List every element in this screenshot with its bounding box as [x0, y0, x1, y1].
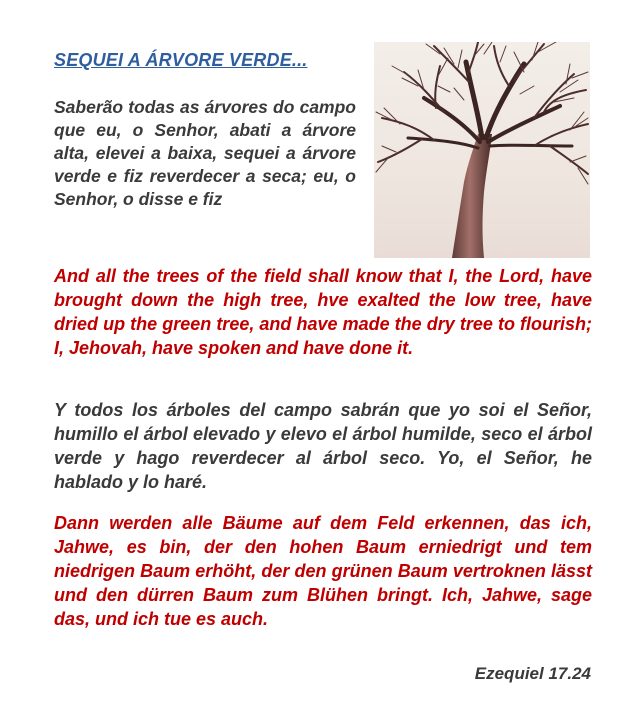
verse-english: And all the trees of the field shall know that I, the Lord, have brought down the high tree, hve exalted the low tree, have dried up the green tree, and have made the dry tree to flourish; I, Jehovah, have spoken and have done it.: [54, 266, 592, 358]
verse-spanish: Y todos los árboles del campo sabrán que yo soi el Señor, humillo el árbol elevado y elevo el árbol humilde, seco el árbol verde y hago reverdecer al árbol seco. Yo, el Señor, he hablado y lo haré.: [54, 400, 592, 492]
verse-portuguese: Saberão todas as árvores do campo que eu, o Senhor, abati a árvore alta, elevei a baixa, sequei a árvore verde e fiz reverdecer a seca; eu, o Senhor, o disse e fiz: [54, 97, 356, 209]
scripture-reference: Ezequiel 17.24: [474, 664, 591, 683]
verse-german: Dann werden alle Bäume auf dem Feld erkennen, das ich, Jahwe, es bin, der den hohen Baum erniedrigt und tem niedrigen Baum erhöht, der den grünen Baum vertroknen lässt und den dürren Baum zum Blühen bringt. Ich, Jahwe, sage das, und ich tue es auch.: [54, 513, 592, 629]
page-title: SEQUEI A ÁRVORE VERDE...: [54, 50, 308, 70]
bare-tree-photo: [374, 42, 590, 258]
